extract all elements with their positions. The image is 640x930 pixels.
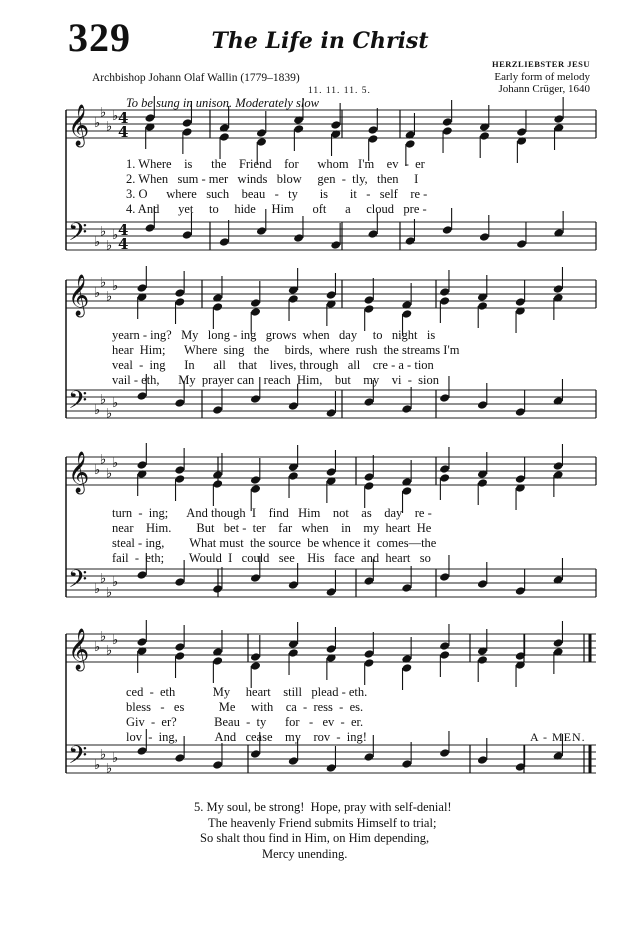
stanza-line: So shalt thou find in Him, on Him depending, — [200, 831, 430, 845]
lyric-line: bless - es Me with ca - ress - es. — [126, 700, 364, 714]
bass-clef: 𝄢 — [68, 386, 88, 421]
hymn-title: The Life in Christ — [211, 28, 429, 54]
flat-sign: ♭ — [94, 582, 101, 597]
composer-credit: Johann Crüger, 1640 — [498, 83, 590, 95]
flat-sign: ♭ — [100, 105, 107, 121]
lyric-line: 4. And yet to hide Him oft a cloud pre - — [126, 202, 427, 216]
bass-clef: 𝄢 — [68, 218, 88, 253]
lyric-line: hear Him; Where sing the birds, where rush the streams I'm — [112, 343, 460, 357]
lyric-line: fail - eth; Would I could see His face and heart so — [112, 551, 431, 565]
flat-sign: ♭ — [106, 761, 113, 777]
flat-sign: ♭ — [106, 238, 113, 254]
lyric-line: yearn - ing? My long - ing grows when day to night is — [112, 328, 436, 342]
lyric-line: ced - eth My heart still plead - eth. — [126, 685, 368, 699]
flat-sign: ♭ — [100, 452, 107, 468]
flat-sign: ♭ — [106, 585, 113, 601]
performance-direction: To be sung in unison. Moderately slow — [126, 96, 319, 110]
flat-sign: ♭ — [94, 235, 101, 250]
lyric-line: turn - ing; And though I find Him not as day re - — [112, 506, 432, 520]
bass-clef: 𝄢 — [68, 565, 88, 600]
bass-clef: 𝄢 — [68, 741, 88, 776]
flat-sign: ♭ — [94, 403, 101, 418]
flat-sign: ♭ — [112, 396, 119, 411]
lyric-line: 1. Where is the Friend for whom I'm ev - er — [126, 157, 425, 171]
treble-clef: 𝄞 — [68, 275, 90, 316]
treble-clef: 𝄞 — [68, 452, 90, 493]
time-signature: 4 — [118, 123, 129, 141]
flat-sign: ♭ — [94, 116, 101, 131]
lyric-line: veal - ing In all that lives, through all cre - a - tion — [112, 358, 434, 372]
flat-sign: ♭ — [100, 629, 107, 645]
flat-sign: ♭ — [100, 392, 107, 408]
tune-name: HERZLIEBSTER JESU — [491, 59, 590, 69]
lyric-line: lov - ing, And cease my rov - ing! — [126, 730, 367, 744]
flat-sign: ♭ — [100, 747, 107, 763]
flat-sign: ♭ — [94, 640, 101, 655]
flat-sign: ♭ — [106, 643, 113, 659]
flat-sign: ♭ — [94, 758, 101, 773]
flat-sign: ♭ — [106, 289, 113, 305]
flat-sign: ♭ — [106, 119, 113, 135]
flat-sign: ♭ — [94, 286, 101, 301]
tune-source: Early form of melody — [494, 70, 590, 83]
flat-sign: ♭ — [100, 275, 107, 291]
lyric-line: 3. O where such beau - ty is it - self re - — [126, 187, 428, 201]
time-signature: 4 — [118, 221, 129, 239]
flat-sign: ♭ — [112, 279, 119, 294]
stanza-line: 5. My soul, be strong! Hope, pray with self-denial! — [194, 800, 452, 814]
lyric-line: Giv - er? Beau - ty for - ev - er. — [126, 715, 364, 729]
flat-sign: ♭ — [112, 575, 119, 590]
meter: 11. 11. 11. 5. — [308, 86, 371, 96]
flat-sign: ♭ — [100, 224, 107, 240]
flat-sign: ♭ — [106, 466, 113, 482]
stanza-line: The heavenly Friend submits Himself to trial; — [208, 815, 437, 830]
flat-sign: ♭ — [112, 456, 119, 471]
author-credit: Archbishop Johann Olaf Wallin (1779–1839) — [92, 72, 300, 84]
flat-sign: ♭ — [112, 751, 119, 766]
stanza-line: Mercy unending. — [262, 846, 348, 861]
flat-sign: ♭ — [112, 633, 119, 648]
flat-sign: ♭ — [106, 406, 113, 422]
treble-clef: 𝄞 — [68, 105, 90, 146]
flat-sign: ♭ — [100, 571, 107, 587]
treble-clef: 𝄞 — [68, 629, 90, 670]
flat-sign: ♭ — [112, 109, 119, 124]
time-signature: 4 — [118, 235, 129, 253]
flat-sign: ♭ — [94, 463, 101, 478]
flat-sign: ♭ — [112, 228, 119, 243]
tune-info — [492, 58, 590, 96]
lyric-line: near Him. But bet - ter far when in my heart He — [112, 521, 432, 535]
time-signature: 4 — [118, 109, 129, 127]
amen-label: A - MEN. — [530, 730, 586, 744]
lyric-line: vail - eth, My prayer can reach Him, but my vi - sion — [112, 373, 440, 387]
stanza-5 — [194, 800, 452, 862]
lyric-line: 2. When sum - mer winds blow gen - tly, then I — [126, 172, 419, 186]
hymn-number: 329 — [68, 15, 131, 60]
lyric-line: steal - ing, What must the source be whence it comes—the — [112, 536, 437, 550]
